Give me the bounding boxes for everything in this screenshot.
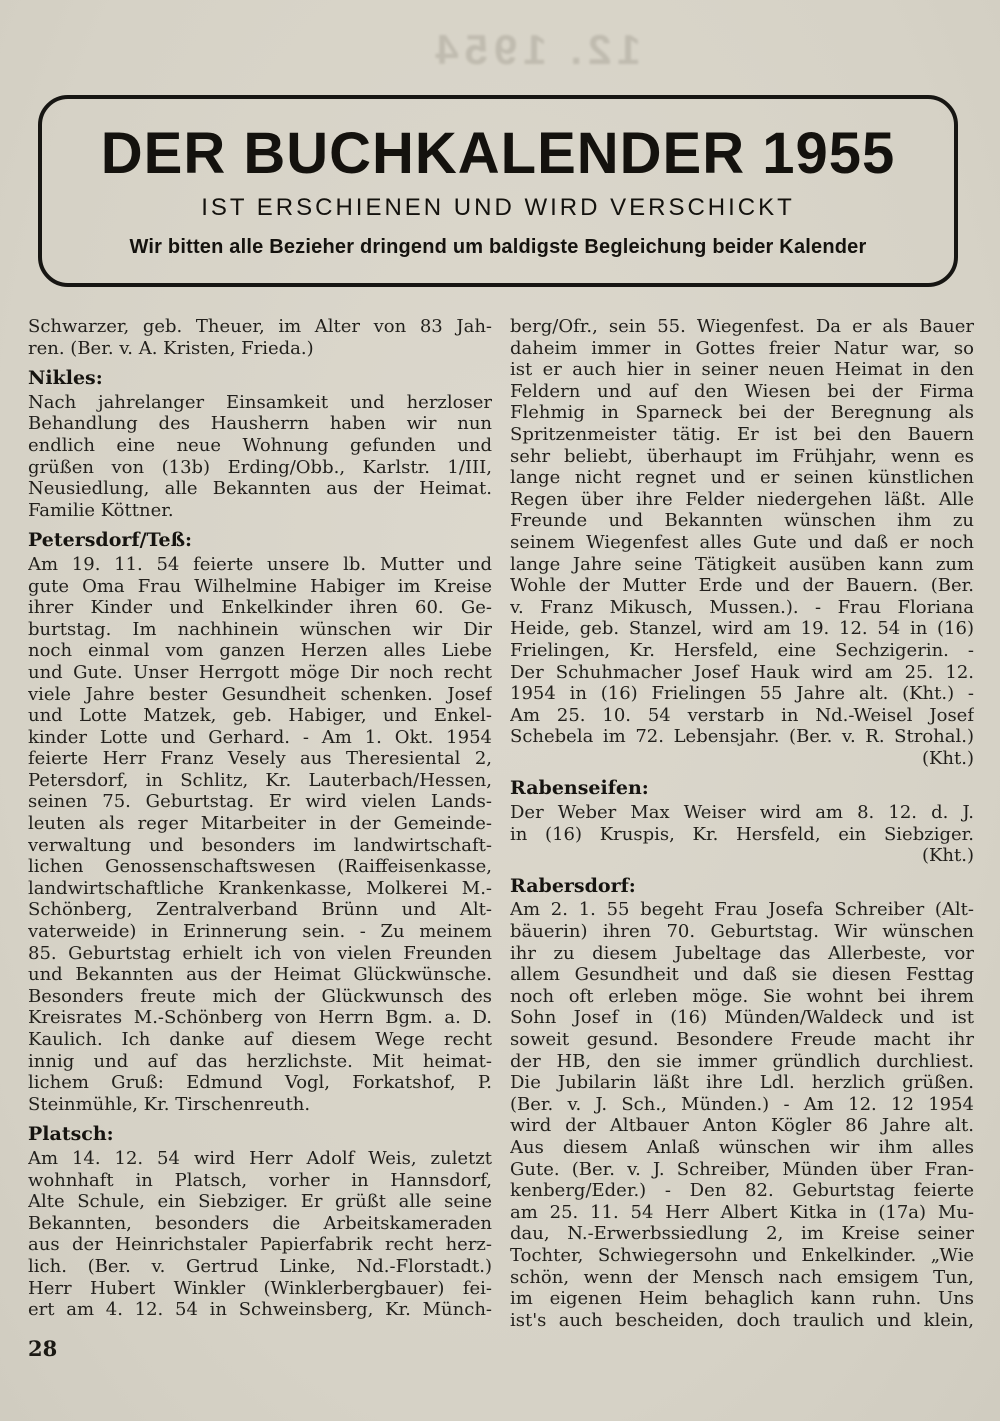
text-line: und Bekannten aus der Heimat Glückwünsche. [28,964,492,986]
paragraph [28,1148,492,1321]
right-column [510,316,974,1331]
text-line: der HB, den sie immer gründlich durchliest. [510,1050,974,1072]
section-heading-nikles: Nikles: [28,367,103,390]
text-line: 1954 in (16) Frielingen 55 Jahre alt. (Kht.) - [510,683,974,705]
text-line: Schebela im 72. Lebensjahr. (Ber. v. R. Strohal.) [510,726,974,748]
text-line: allem Gesundheit und daß sie diesen Festtag [510,964,974,986]
text-line: (Kht.) [921,747,974,769]
text-line: vaterweide) in Erinnerung sein. - Zu meinem [28,921,492,943]
text-line: wird der Altbauer Anton Kögler 86 Jahre alt. [510,1115,974,1137]
page-number: 28 [28,1336,58,1361]
text-line: Frielingen, Kr. Hersfeld, eine Sechzigerin. - [510,639,974,661]
text-line: ihrer Kinder und Enkelkinder ihren 60. Ge- [28,597,492,619]
text-line: (Kht.) [921,845,974,867]
text-line: Familie Köttner. [28,499,174,521]
bleed-through-text: 12. 1954 [429,26,641,73]
text-line: Bekannten, besonders die Arbeitskameraden [28,1212,492,1234]
text-line: in (16) Kruspis, Kr. Hersfeld, ein Siebziger. [510,823,974,845]
text-line: daheim immer in Gottes freier Natur war, so [510,337,974,359]
text-line: ist's auch bescheiden, doch traulich und klein, [510,1309,974,1331]
text-columns [28,316,974,1331]
paragraph [28,392,492,522]
text-line: am 25. 11. 54 Herr Albert Kitka in (17a) Mu- [510,1201,974,1223]
text-line: lich. (Ber. v. Gertrud Linke, Nd.-Florstadt.) [28,1255,492,1277]
text-line: Regen über ihre Felder niedergehen läßt. Alle [510,488,974,510]
text-line: Wohle der Mutter Erde und der Bauern. (Ber. [510,575,974,597]
section-heading-petersdorf-tess: Petersdorf/Teß: [28,529,193,552]
text-line: ist er auch hier in seiner neuen Heimat in den [510,359,974,381]
announcement-title: DER BUCHKALENDER 1955 [100,121,896,186]
paragraph [510,899,974,1331]
text-line: burtstag. Im nachhinein wünschen wir Dir [28,618,492,640]
announcement-note: Wir bitten alle Bezieher dringend um baldigste Begleichung beider Kalender [129,236,867,258]
section-heading-platsch: Platsch: [28,1123,114,1146]
text-line: seinen 75. Geburtstag. Er wird vielen Lands- [28,791,492,813]
text-line: feierte Herr Franz Vesely aus Theresiental 2, [28,748,492,770]
text-line: noch oft erleben möge. Sie wohnt bei ihrem [510,985,974,1007]
text-line: Der Schuhmacher Josef Hauk wird am 25. 12. [510,661,974,683]
text-line: lange Jahre seine Tätigkeit ausüben kann zum [510,553,974,575]
text-line: Der Weber Max Weiser wird am 8. 12. d. J. [510,802,974,824]
text-line: im eigenen Heim behaglich kann ruhn. Uns [510,1288,974,1310]
text-line: v. Franz Mikusch, Mussen.). - Frau Floriana [510,596,974,618]
text-line: Am 2. 1. 55 begeht Frau Josefa Schreiber (Alt- [510,899,974,921]
paragraph [510,802,974,867]
text-line: Kreisrates M.-Schönberg von Herrn Bgm. a. D. [28,1007,492,1029]
paragraph [28,554,492,1115]
text-line: Heide, geb. Stanzel, wird am 19. 12. 54 in (16) [510,618,974,640]
text-line: ert am 4. 12. 54 in Schweinsberg, Kr. Münch- [28,1299,492,1321]
text-line: Gute. (Ber. v. J. Schreiber, Münden über Fran- [510,1158,974,1180]
text-line: soweit gesund. Besondere Freude macht ihr [510,1029,974,1050]
text-line: Feldern und auf den Wiesen bei der Firma [510,380,974,402]
text-line: aus der Heinrichstaler Papierfabrik recht herz- [28,1234,492,1256]
text-line: sehr beliebt, überhaupt im Frühjahr, wenn es [510,445,974,467]
text-line: dau, N.-Erwerbssiedlung 2, im Kreise seiner [510,1223,974,1245]
section-heading-rabersdorf: Rabersdorf: [510,874,636,897]
text-line: Steinmühle, Kr. Tirschenreuth. [28,1093,311,1115]
announcement-subtitle: IST ERSCHIENEN UND WIRD VERSCHICKT [201,194,795,221]
left-column [28,316,492,1331]
text-line: gute Oma Frau Wilhelmine Habiger im Kreise [28,575,492,597]
text-line: kenberg/Eder.) - Den 82. Geburtstag feierte [510,1180,974,1202]
text-line: Kaulich. Ich danke auf diesem Wege recht [28,1029,492,1050]
text-line: lichen Genossenschaftswesen (Raiffeisenkasse, [28,856,492,878]
text-line: Spritzenmeister tätig. Er ist bei den Bauern [510,423,974,445]
text-line: ren. (Ber. v. A. Kristen, Frieda.) [28,337,314,359]
text-line: Am 19. 11. 54 feierte unsere lb. Mutter und [28,553,492,575]
text-line: lichem Gruß: Edmund Vogl, Forkatshof, P. [28,1072,492,1094]
text-line: leuten als reger Mitarbeiter in der Gemeinde- [28,813,492,835]
text-line: Behandlung des Hausherrn haben wir nun [28,413,492,435]
text-line: Freunde und Bekannten wünschen ihm zu [510,510,974,532]
text-line: Nach jahrelanger Einsamkeit und herzloser [28,391,492,413]
text-line: Neusiedlung, alle Bekannten aus der Heimat. [28,478,492,500]
text-line: Am 25. 10. 54 verstarb in Nd.-Weisel Josef [510,704,974,726]
text-line: Petersdorf, in Schlitz, Kr. Lauterbach/Hessen, [28,769,492,791]
text-line: viele Jahre bester Gesundheit schenken. Josef [28,683,492,705]
text-line: schön, wenn der Mensch nach emsigem Tun, [510,1266,974,1288]
text-line: noch einmal vom ganzen Herzen alles Liebe [28,640,492,662]
text-line: und Lotte Matzek, geb. Habiger, und Enkel- [28,705,492,727]
text-line: wohnhaft in Platsch, vorher in Hannsdorf, [28,1169,492,1191]
text-line: Sohn Josef in (16) Münden/Waldeck und ist [510,1007,974,1029]
text-line: lange nicht regnet und er seinen künstlichen [510,467,974,489]
text-line: Herr Hubert Winkler (Winklerbergbauer) fei- [28,1277,492,1299]
text-line: innig und auf das herzlichste. Mit heimat- [28,1050,492,1072]
text-line: Am 14. 12. 54 wird Herr Adolf Weis, zuletzt [28,1147,492,1169]
text-line: Die Jubilarin läßt ihre Ldl. herzlich grüßen. [510,1072,974,1094]
text-line: Alte Schule, ein Siebziger. Er grüßt alle seine [28,1191,492,1213]
text-line: 85. Geburtstag erhielt ich von vielen Freunden [28,942,492,964]
text-line: ihr zu diesem Jubeltage das Allerbeste, vor [510,942,974,964]
text-line: seinem Wiegenfest alles Gute und daß er noch [510,531,974,553]
paragraph [28,316,492,359]
paragraph [510,316,974,769]
text-line: verwaltung und besonders im landwirtschaft- [28,834,492,856]
text-line: berg/Ofr., sein 55. Wiegenfest. Da er als Bauer [510,316,974,337]
text-line: (Ber. v. J. Sch., Münden.) - Am 12. 12 1954 [510,1093,974,1115]
text-line: Schönberg, Zentralverband Brünn und Alt- [28,899,492,921]
text-line: Tochter, Schwiegersohn und Enkelkinder. „Wie [510,1244,974,1266]
text-line: endlich eine neue Wohnung gefunden und [28,434,492,456]
text-line: landwirtschaftliche Krankenkasse, Molkerei M.- [28,877,492,899]
text-line: bäuerin) ihren 70. Geburtstag. Wir wünschen [510,921,974,943]
text-line: grüßen von (13b) Erding/Obb., Karlstr. 1/III, [28,456,492,478]
text-line: Schwarzer, geb. Theuer, im Alter von 83 Jah- [28,316,492,337]
text-line: und Gute. Unser Herrgott möge Dir noch recht [28,661,492,683]
section-heading-rabenseifen: Rabenseifen: [510,777,649,800]
text-line: Besonders freute mich der Glückwunsch des [28,985,492,1007]
text-line: Aus diesem Anlaß wünschen wir ihm alles [510,1136,974,1158]
text-line: Flehmig in Sparneck bei der Beregnung als [510,402,974,424]
text-line: kinder Lotte und Gerhard. - Am 1. Okt. 1954 [28,726,492,748]
announcement-box [38,95,958,287]
